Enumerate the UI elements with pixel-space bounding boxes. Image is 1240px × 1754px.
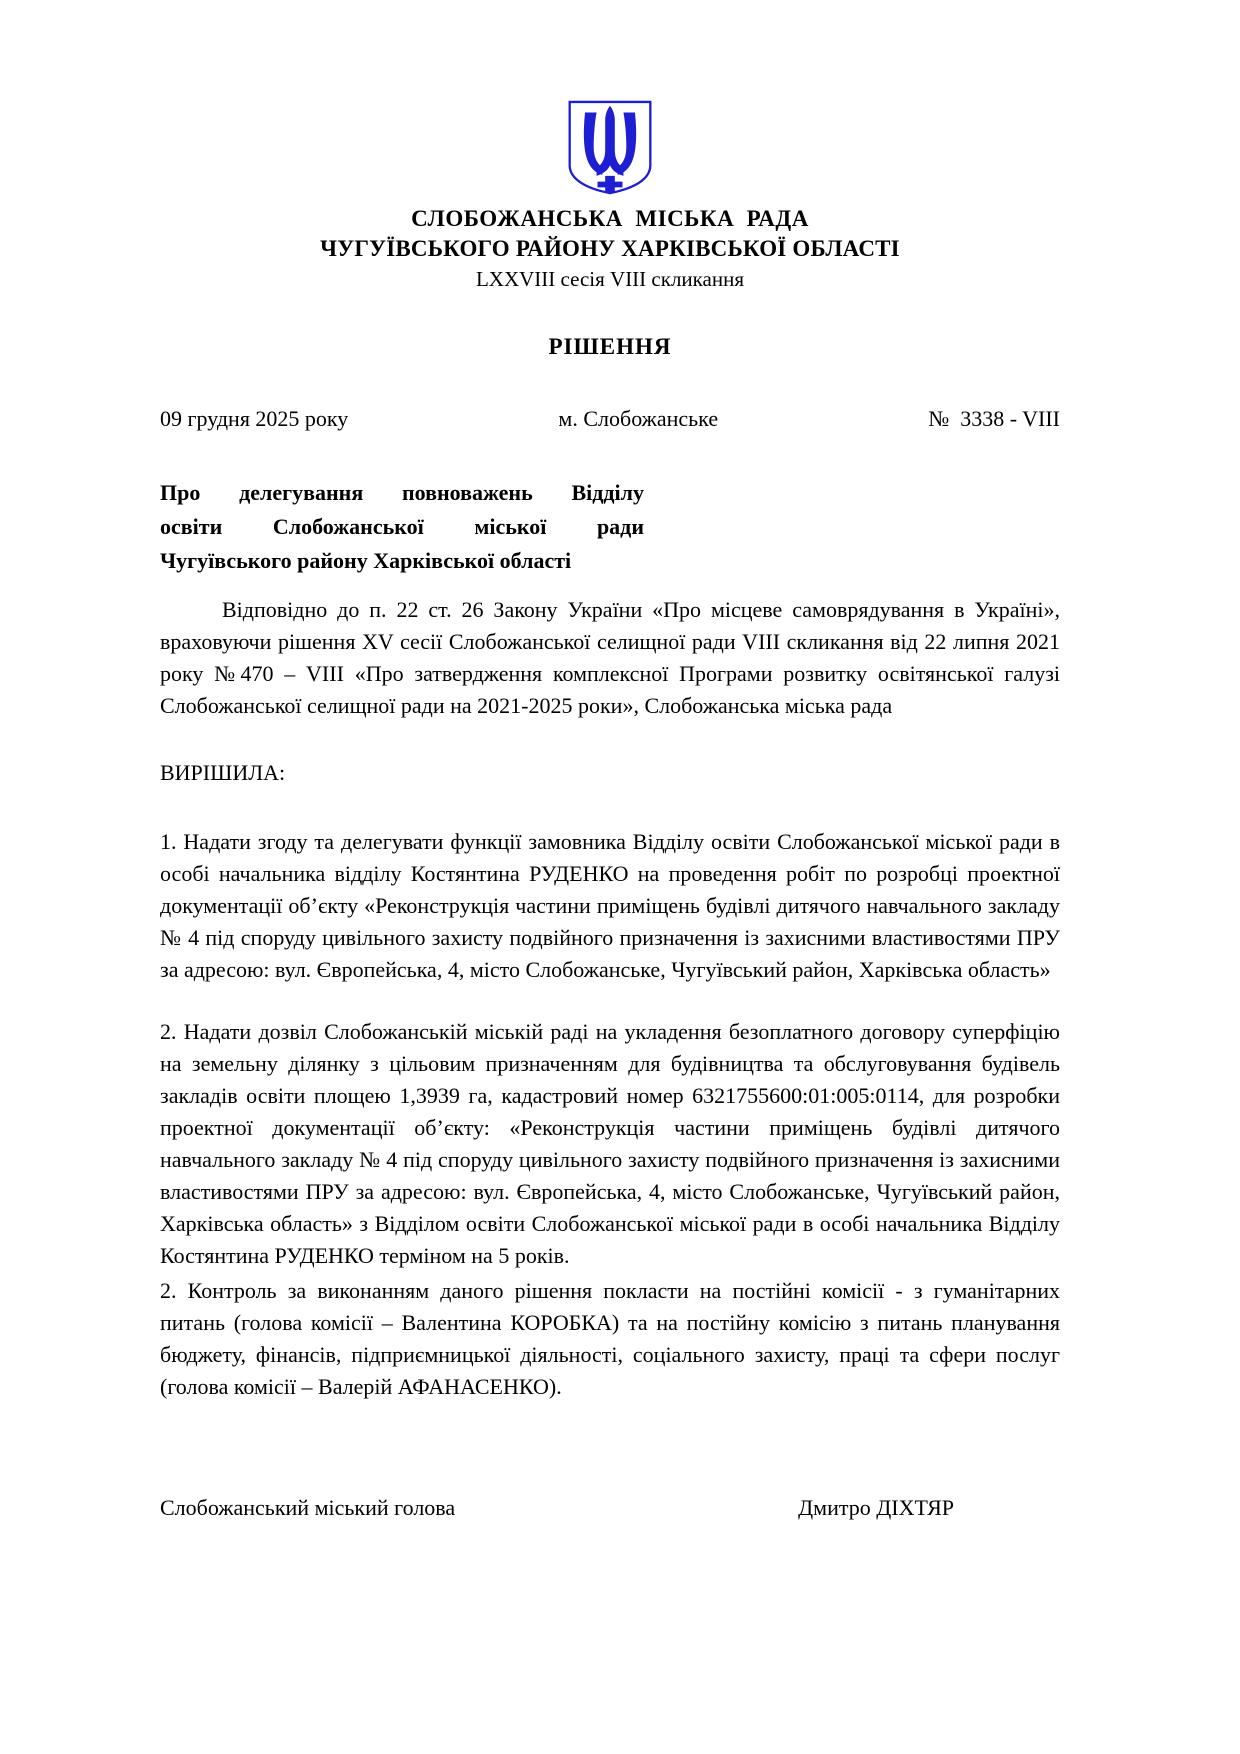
signature-name: Дмитро ДІХТЯР	[798, 1495, 954, 1520]
document-place: м. Слобожанське	[558, 406, 719, 431]
document-type-title: РІШЕННЯ	[548, 334, 672, 359]
document-number: № 3338 - VIII	[928, 406, 1060, 431]
intro-paragraph: Відповідно до п. 22 ст. 26 Закону України «Про місцеве самоврядування в Україні», враховуючи рішення XV сесії Слобожанської селищної ради VIII скликання від 22 липня 2021 року №470 – VIII «Про затвердження комплексної Програми розвитку освітянської галузі Слобожанської селищної ради на 2021-2025 роки», Слобожанська міська рада	[160, 597, 1060, 718]
resolution-item: 1. Надати згоду та делегувати функції замовника Відділу освіти Слобожанської міської ради в особі начальника відділу Костянтина РУДЕНКО на проведення робіт по розробці проектної документації об’єкту «Реконструкція частини приміщень будівлі дитячого навчального закладу № 4 під споруду цивільного захисту подвійного призначення із захисними властивостями ПРУ за адресою: вул. Європейська, 4, місто Слобожанське, Чугуївський район, Харківська область»	[160, 829, 1060, 982]
subject-line: Чугуївського району Харківської області	[160, 548, 572, 573]
subject-block	[160, 476, 644, 578]
meta-row	[160, 406, 1060, 432]
session-line: LXXVIII сесія VIII скликання	[475, 267, 745, 291]
signature-position: Слобожанський міський голова	[160, 1495, 456, 1520]
subject-line: Про делегування повноважень Відділу	[160, 480, 644, 505]
signature-row	[160, 1495, 1060, 1521]
coat-of-arms-emblem	[160, 100, 1060, 201]
org-name-line1: СЛОБОЖАНСЬКА МІСЬКА РАДА	[411, 206, 809, 231]
tryzub-icon	[566, 100, 654, 196]
org-name-line2: ЧУГУЇВСЬКОГО РАЙОНУ ХАРКІВСЬКОЇ ОБЛАСТІ	[320, 236, 900, 261]
subject-line: освіти Слобожанської міської ради	[160, 514, 644, 539]
resolution-item: 2. Контроль за виконанням даного рішення покласти на постійні комісії - з гуманітарних питань (голова комісії – Валентина КОРОБКА) та на постійну комісію з питань планування бюджету, фінансів, підприємницької діяльності, соціального захисту, праці та сфери послуг (голова комісії – Валерій АФАНАСЕНКО).	[160, 1278, 1060, 1399]
resolved-label: ВИРІШИЛА:	[160, 760, 286, 785]
document-date: 09 грудня 2025 року	[160, 406, 349, 431]
resolution-item: 2. Надати дозвіл Слобожанській міській раді на укладення безоплатного договору суперфіцію на земельну ділянку з цільовим призначенням для будівництва та обслуговування будівель закладів освіти площею 1,3939 га, кадастровий номер 6321755600:01:005:0114, для розробки проектної документації об’єкту: «Реконструкція частини приміщень будівлі дитячого навчального закладу № 4 під споруду цивільного захисту подвійного призначення із захисними властивостями ПРУ за адресою: вул. Європейська, 4, місто Слобожанське, Чугуївський район, Харківська область» з Відділом освіти Слобожанської міської ради в особі начальника Відділу Костянтина РУДЕНКО терміном на 5 років.	[160, 1019, 1060, 1268]
